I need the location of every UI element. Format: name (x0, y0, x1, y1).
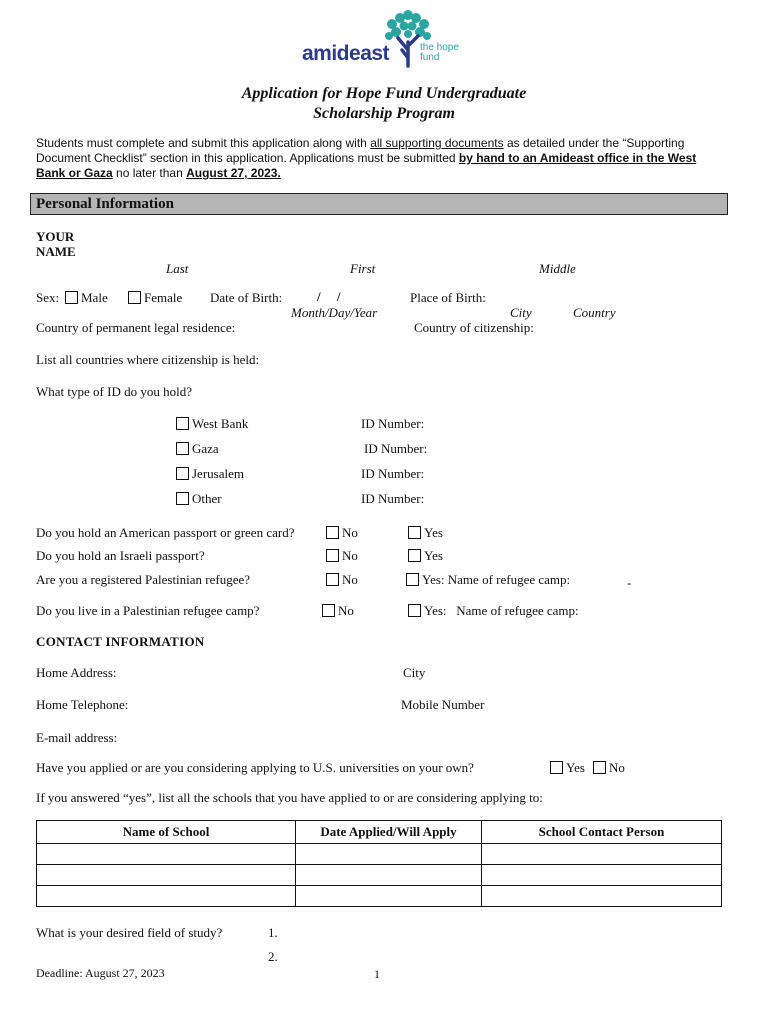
field-of-study-item-2: 2. (268, 949, 278, 964)
us-applied-question: Have you applied or are you considering applying to U.S. universities on your own? (36, 760, 474, 775)
table-cell[interactable] (37, 865, 296, 886)
city-label: City (403, 665, 426, 680)
male-checkbox[interactable] (65, 291, 78, 304)
your-label: YOUR (36, 229, 75, 244)
email-label: E-mail address: (36, 730, 118, 745)
checkbox[interactable] (406, 573, 419, 586)
refugee-no[interactable]: No (326, 572, 358, 588)
id-number-label: ID Number: (361, 416, 425, 431)
american-passport-question: Do you hold an American passport or green card? (36, 525, 295, 540)
table-header-row (37, 821, 722, 844)
table-cell[interactable] (37, 844, 296, 865)
home-address-label: Home Address: (36, 665, 117, 680)
table-cell[interactable] (37, 886, 296, 907)
form-title-line1: Application for Hope Fund Undergraduate (241, 85, 527, 102)
refugee-camp-no[interactable]: No (322, 603, 354, 619)
west-bank-checkbox[interactable] (176, 417, 189, 430)
logo-hope-line1: the hope (420, 42, 459, 53)
id-option-west-bank[interactable]: West Bank (176, 416, 248, 432)
table-row (37, 865, 722, 886)
table-cell[interactable] (482, 844, 722, 865)
home-telephone-label: Home Telephone: (36, 697, 129, 712)
refugee-camp-yes[interactable]: Yes: Name of refugee camp: (408, 603, 579, 619)
country-caption: Country (573, 305, 616, 320)
middle-name-caption: Middle (539, 261, 576, 276)
american-passport-no[interactable]: No (326, 525, 358, 541)
dob-format-caption: Month/Day/Year (291, 305, 378, 320)
id-number-label: ID Number: (361, 466, 425, 481)
american-passport-yes[interactable]: Yes (408, 525, 443, 541)
sex-label: Sex: (36, 290, 60, 305)
israeli-passport-question: Do you hold an Israeli passport? (36, 548, 205, 563)
column-header: School Contact Person (482, 821, 722, 844)
table-cell[interactable] (296, 886, 482, 907)
first-name-caption: First (350, 261, 376, 276)
checkbox[interactable] (326, 549, 339, 562)
female-option[interactable]: Female (128, 290, 182, 306)
schools-table (36, 820, 722, 907)
table-row (37, 844, 722, 865)
id-option-other[interactable]: Other (176, 491, 222, 507)
logo-brand-text: amideast (302, 42, 390, 65)
table-row (37, 886, 722, 907)
checkbox[interactable] (593, 761, 606, 774)
refugee-camp-question: Do you live in a Palestinian refugee camp? (36, 603, 260, 618)
schools-list-instruction: If you answered “yes”, list all the schools that you have applied to or are considering applying to: (36, 790, 543, 805)
id-number-label: ID Number: (364, 441, 428, 456)
israeli-passport-yes[interactable]: Yes (408, 548, 443, 564)
israeli-passport-no[interactable]: No (326, 548, 358, 564)
amideast-logo (300, 10, 480, 70)
other-checkbox[interactable] (176, 492, 189, 505)
logo-hope-line2: fund (420, 52, 440, 63)
checkbox[interactable] (322, 604, 335, 617)
id-number-label: ID Number: (361, 491, 425, 506)
page-number: 1 (374, 967, 380, 981)
checkbox[interactable] (326, 526, 339, 539)
column-header: Name of School (37, 821, 296, 844)
field-of-study-item-1: 1. (268, 925, 278, 940)
jerusalem-checkbox[interactable] (176, 467, 189, 480)
place-of-birth-label: Place of Birth: (410, 290, 486, 305)
female-checkbox[interactable] (128, 291, 141, 304)
checkbox[interactable] (408, 549, 421, 562)
checkbox[interactable] (326, 573, 339, 586)
personal-info-header: Personal Information (30, 193, 728, 215)
gaza-checkbox[interactable] (176, 442, 189, 455)
column-header: Date Applied/Will Apply (296, 821, 482, 844)
contact-info-header: CONTACT INFORMATION (36, 634, 205, 649)
dob-label: Date of Birth: (210, 290, 283, 305)
intro-paragraph: Students must complete and submit this application along with all supporting documents as detailed under the “Supporting Document Checklist” section in this application. Applications must be submitted by hand to an Amideast office in the West Bank or Gaza no later than August 27, 2023. (36, 136, 697, 180)
city-caption: City (510, 305, 532, 320)
id-type-question: What type of ID do you hold? (36, 384, 192, 399)
residence-label: Country of permanent legal residence: (36, 320, 236, 335)
dob-slashes: / / (317, 289, 341, 304)
refugee-yes[interactable]: Yes: Name of refugee camp: (406, 572, 570, 588)
name-label: NAME (36, 244, 76, 259)
checkbox[interactable] (550, 761, 563, 774)
refugee-dash: - (627, 575, 632, 590)
us-applied-yes[interactable]: Yes (550, 760, 585, 776)
table-cell[interactable] (296, 865, 482, 886)
supporting-documents-link: all supporting documents (370, 136, 504, 150)
table-cell[interactable] (296, 844, 482, 865)
list-countries-label: List all countries where citizenship is held: (36, 352, 260, 367)
id-option-gaza[interactable]: Gaza (176, 441, 219, 457)
last-name-caption: Last (166, 261, 189, 276)
footer-deadline: Deadline: August 27, 2023 (36, 966, 165, 980)
table-cell[interactable] (482, 865, 722, 886)
male-option[interactable]: Male (65, 290, 108, 306)
id-option-jerusalem[interactable]: Jerusalem (176, 466, 244, 482)
checkbox[interactable] (408, 604, 421, 617)
mobile-number-label: Mobile Number (401, 697, 485, 712)
refugee-question: Are you a registered Palestinian refugee? (36, 572, 251, 587)
us-applied-no[interactable]: No (593, 760, 625, 776)
citizenship-label: Country of citizenship: (414, 320, 534, 335)
form-title-line2: Scholarship Program (313, 105, 455, 122)
field-of-study-question: What is your desired field of study? (36, 925, 223, 940)
table-cell[interactable] (482, 886, 722, 907)
checkbox[interactable] (408, 526, 421, 539)
